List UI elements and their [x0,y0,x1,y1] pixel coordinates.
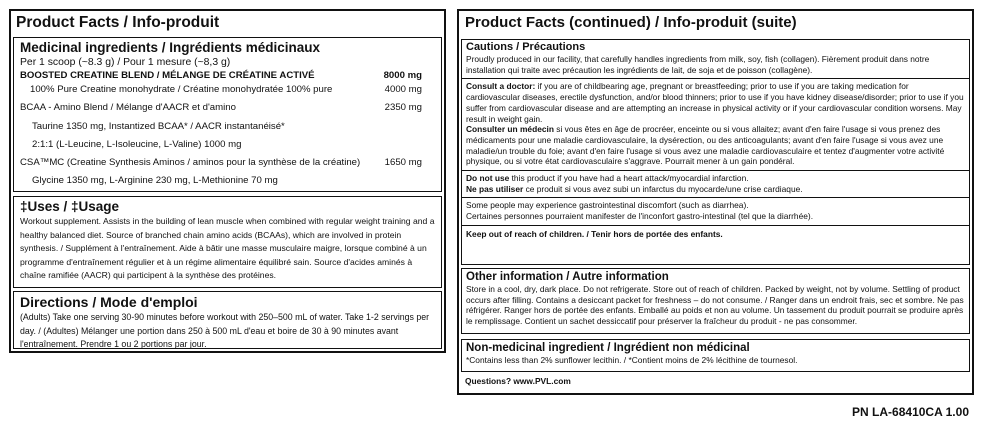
left-panel-title: Product Facts / Info-produit [16,14,220,31]
non-medicinal-section [461,339,970,372]
part-number: PN LA-68410CA 1.00 [852,405,969,419]
creatine-row [20,83,436,97]
csa-amount: 1650 mg [384,157,422,169]
product-facts-left-panel [9,9,446,353]
blend-row [20,69,436,83]
uses-heading: ‡Uses / ‡Usage [20,199,120,214]
uses-text: Workout supplement. Assists in the building of lean muscle when combined with regular weight training and a healthy balanced diet. Source of branched chain amino acids (BCAAs), which are involved in protein synthesis. / Supplément à l'entraînement. Aide à bâtir une masse musculaire maigre, lorsque combiné à un programme d'entraînement régulier et à un régime alimentaire équilibré sain. Source d'acides aminés à chaîne ramifiée (AACR) qui participent à la synthèse des protéines. [20,216,435,281]
cautions-heading: Cautions / Précautions [466,41,586,53]
bcaa-amount: 2350 mg [384,102,422,114]
csa-detail: Glycine 1350 mg, L-Arginine 230 mg, L-Methionine 70 mg [32,175,278,187]
other-information-heading: Other information / Autre information [466,271,669,283]
consulter-text: si vous êtes en âge de procréer, enceinte ou si vous allaitez; avant d'en faire l'usage si vous prenez des médicaments pour une maladie cardiovasculaire, la dysérection, ou des anticoagulants; avant d'en faire l'usage si vous avez une maladie/un trouble du foie; avant d'en faire l'usage si vous avez une maladie cardiovasculaire et tentez d'augmenter votre activité physique, ou si votre état cardiovasculaire s'aggrave. Pourrait mener à un gain pondéral. [466,124,945,167]
uses-section [13,196,442,288]
medicinal-ingredients-heading: Medicinal ingredients / Ingrédients médicinaux [20,40,321,55]
questions-website: Questions? www.PVL.com [465,376,571,386]
do-not-use-fr [462,184,969,199]
cautions-section [461,39,970,265]
directions-heading: Directions / Mode d'emploi [20,294,198,310]
other-information-section [461,268,970,334]
consult-doctor-en [466,81,964,124]
creatine-name: 100% Pure Creatine monohydrate / Créatine monohydratée 100% pure [30,84,333,96]
gi-warning-fr: Certaines personnes pourraient manifester de l'inconfort gastro-intestinal (tel que la diarrhée). [462,211,969,226]
nepas-label: Ne pas utiliser [466,183,524,194]
consulter-label: Consulter un médecin [466,124,554,135]
medicinal-ingredients-section [13,37,442,192]
consult-doctor-fr [462,124,969,171]
non-medicinal-text: *Contains less than 2% sunflower lecithin. / *Contient moins de 2% lécithine de tournesol. [466,355,798,365]
bcaa-row [20,101,436,115]
directions-section [13,291,442,349]
product-facts-right-panel [457,9,974,395]
keep-out-of-reach: Keep out of reach of children. / Tenir hors de portée des enfants. [466,228,723,239]
do-not-use-en [466,173,964,184]
directions-text: (Adults) Take one serving 30-90 minutes before workout with 250–500 mL of water. Take 1-2 servings per day. / (Adultes) Mélanger une portion dans 250 à 500 mL d'eau et boire de 30 à 90 minutes avant l'entraînement. Prendre 1 ou 2 portions par jour. [20,312,430,350]
serving-size: Per 1 scoop (~8.3 g) / Pour 1 mesure (~8,3 g) [20,57,231,68]
bcaa-detail-2: 2:1:1 (L-Leucine, L-Isoleucine, L-Valine) 1000 mg [32,138,242,150]
donot-text: this product if you have had a heart attack/myocardial infarction. [509,173,749,184]
donot-label: Do not use [466,173,510,184]
consult-text: if you are of childbearing age, pregnant or breastfeeding; prior to use if you are taking medication for cardiovascular diseases, erectile dysfunction, and/or blood thinners; prior to use if you have kidney disease/disorder; prior to use if you suffer from cardiovascular disease and are attempting an increase in physical activity or if your cardiovascular condition worsens. May result in weight gain. [466,81,964,124]
csa-row [20,156,436,170]
csa-name: CSA™MC (Creatine Synthesis Aminos / aminos pour la synthèse de la créatine) [20,157,361,169]
bcaa-detail-1: Taurine 1350 mg, Instantized BCAA* / AACR instantanéisé* [32,120,285,132]
right-panel-title: Product Facts (continued) / Info-produit (suite) [465,14,797,31]
other-information-text: Store in a cool, dry, dark place. Do not refrigerate. Store out of reach of children. Packed by weight, not by volume. Settling of product occurs after filling. Contains a desiccant packet for freshness – do not consume. / Ranger dans un endroit frais, sec et sombre. Ne pas réfrigérer. Ranger hors de portée des enfants. Emballé au poids et non au volume. Un tassement du produit pourrait se produire après le remplissage. Contient un sachet dessiccatif pour préserver la fraîcheur du produit - ne pas consommer. [466,284,964,327]
blend-amount: 8000 mg [383,70,422,81]
creatine-amount: 4000 mg [384,84,422,96]
non-medicinal-heading: Non-medicinal ingredient / Ingrédient non médicinal [466,342,750,354]
allergen-statement: Proudly produced in our facility, that carefully handles ingredients from milk, soy, fish (collagen). Fièrement produit dans notre installation qui traite avec précaution les ingrédients de lait, de soja et de poisson (collagène). [462,54,969,79]
nepas-text: ce produit si vous avez subi un infarctus du myocarde/une crise cardiaque. [523,183,803,194]
consult-label: Consult a doctor: [466,81,536,92]
bcaa-name: BCAA - Amino Blend / Mélange d'AACR et d'amino [20,102,236,114]
blend-name: BOOSTED CREATINE BLEND / MÉLANGE DE CRÉATINE ACTIVÉ [20,70,315,81]
gi-warning-en: Some people may experience gastrointestinal discomfort (such as diarrhea). [466,200,749,211]
